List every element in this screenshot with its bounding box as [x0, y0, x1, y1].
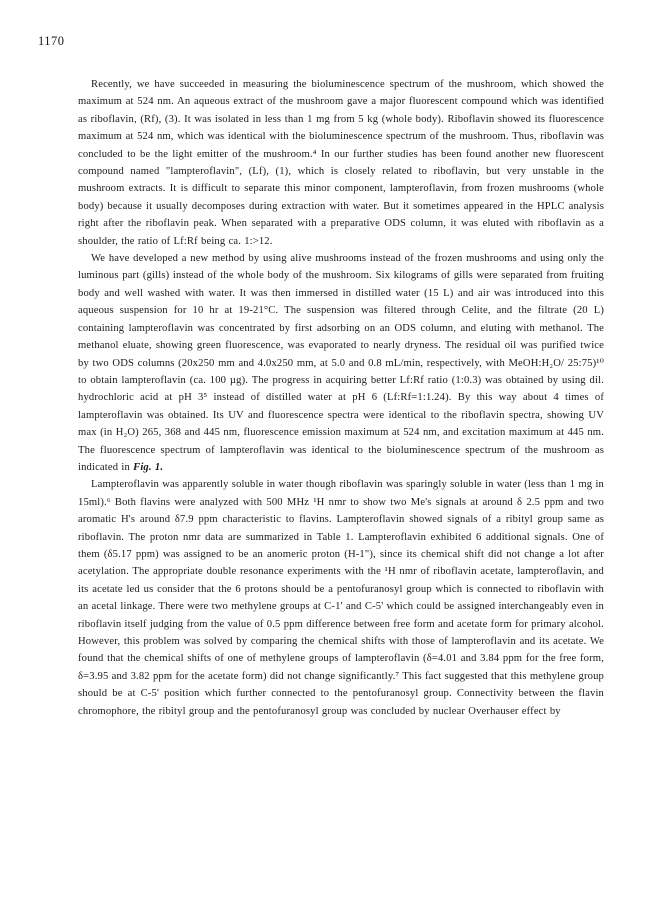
article-body	[78, 76, 604, 720]
paragraph-2	[78, 250, 604, 476]
paragraph-3: Lampteroflavin was apparently soluble in water though riboflavin was sparingly soluble in water (less than 1 mg in 15ml).⁶ Both flavins were analyzed with 500 MHz ¹H nmr to show two Me's signals at around δ 2.5 ppm and two aromatic H's around δ7.9 ppm characteristic to flavins. Lampteroflavin showed signals of a ribityl group same as riboflavin. The proton nmr data are summarized in Table 1. Lampteroflavin exhibited 6 additional signals. One of them (δ5.17 ppm) was assigned to be an anomeric proton (H-1"), since its chemical shift did not change a lot after acetylation. The appropriate double resonance experiments with the ¹H nmr of riboflavin acetate, lampteroflavin, and its acetate led us consider that the 6 protons should be a pentofuranosyl group which is connected to riboflavin with an acetal linkage. There were two methylene groups at C-1' and C-5' which could be assigned interchangeably even in riboflavin itself judging from the value of 0.5 ppm difference between free form and acetate form for primary alcohol. However, this problem was solved by comparing the chemical shifts with those of lampteroflavin and its acetate. We found that the chemical shifts of one of methylene groups of lampteroflavin (δ=4.01 and 3.84 ppm for the free form, δ=3.95 and 3.82 ppm for the acetate form) did not change significantly.⁷ This fact suggested that this methylene group should be at C-5' position which further connected to the pentofuranosyl group. Connectivity between the flavin chromophore, the ribityl group and the pentofuranosyl group was concluded by nuclear Overhauser effect by	[78, 479, 604, 717]
paragraph-2-text: We have developed a new method by using alive mushrooms instead of the frozen mushrooms and using only the luminous part (gills) instead of the whole body of the mushroom. Six kilograms of gills were separated from fruiting body and well washed with water. It was then immersed in distilled water (15 L) and air was introduced into this aqueous suspension for 10 hr at 19-21°C. The suspension was filtered through Celite, and the filtrate (20 L) containing lampteroflavin was concentrated by first adsorbing on an ODS column, and eluting with methanol. The methanol eluate, showing green fluorescence, was evaporated to nearly dryness. The residual oil was purified twice by two ODS columns (20x250 mm and 4.0x250 mm, at 5.0 and 0.8 mL/min, respectively, with MeOH:H₂O/ 25:75)¹⁰ to obtain lampteroflavin (ca. 100 µg). The progress in acquiring better Lf:Rf ratio (1:0.3) was obtained by using dil. hydrochloric acid at pH 3⁵ instead of distilled water at pH 6 (Lf:Rf=1:1.24). By this way about 4 times of lampteroflavin was obtained. Its UV and fluorescence spectra were identical to the riboflavin spectra, showing UV max (in H₂O) 265, 368 and 445 nm, fluorescence emission maximum at 524 nm, and excitation maximum at 445 nm. The fluorescence spectrum of lampteroflavin was identical to the bioluminescence spectrum of the mushroom as indicated in	[78, 253, 604, 473]
paragraph-1: Recently, we have succeeded in measuring the bioluminescence spectrum of the mushroom, which showed the maximum at 524 nm. An aqueous extract of the mushroom gave a major fluorescent compound which was identified as riboflavin, (Rf), (3). It was isolated in less than 1 mg from 5 kg (whole body). Riboflavin showed its fluorescence maximum at 524 nm, which was identical with the bioluminescence spectrum of the mushroom. Thus, riboflavin was concluded to be the light emitter of the mushroom.⁴ In our further studies has been found another new fluorescent compound named "lampteroflavin", (Lf), (1), which is closely related to riboflavin, but very unstable in the mushroom extracts. It is difficult to separate this minor component, lampteroflavin, from frozen mushrooms (whole body) because it usually decomposes during extraction with water. But it sometimes appeared in the HPLC analysis right after the riboflavin peak. When separated with a preparative ODS column, it was eluted with riboflavin as a shoulder, the ratio of Lf:Rf being ca. 1:>12.	[78, 79, 604, 247]
page-number: 1170	[38, 34, 65, 48]
figure-reference: Fig. 1.	[133, 461, 164, 473]
